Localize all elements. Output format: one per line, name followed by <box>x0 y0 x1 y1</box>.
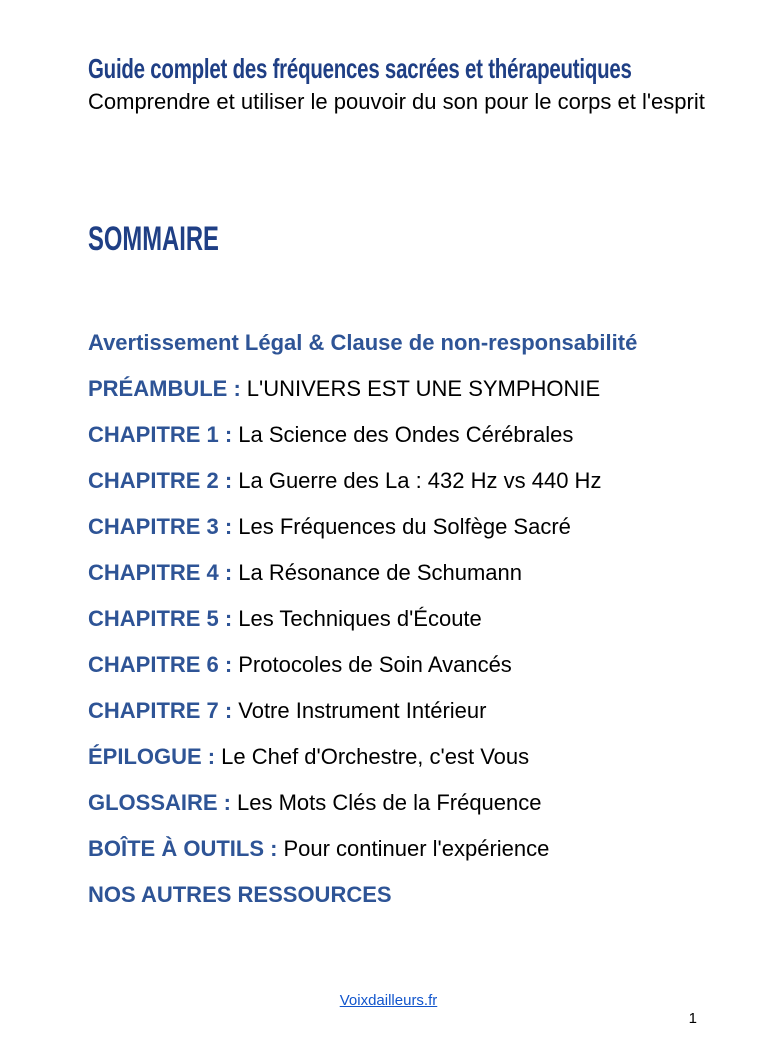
toc-item-title: Pour continuer l'expérience <box>283 836 550 861</box>
toc-item-title: Les Mots Clés de la Fréquence <box>237 790 542 815</box>
toc-item-prefix: CHAPITRE 7 : <box>88 698 233 723</box>
toc-item-prefix: CHAPITRE 4 : <box>88 560 233 585</box>
toc-item-prefix: PRÉAMBULE : <box>88 376 241 401</box>
toc-item-chapitre-5 <box>88 606 687 632</box>
toc-item-prefix: ÉPILOGUE : <box>88 744 216 769</box>
toc-item-prefix: GLOSSAIRE : <box>88 790 232 815</box>
document-subtitle: Comprendre et utiliser le pouvoir du son pour le corps et l'esprit <box>88 89 705 114</box>
toc-item-chapitre-6 <box>88 652 687 678</box>
toc-item-prefix: Avertissement Légal & Clause de non-responsabilité <box>88 330 638 355</box>
toc-item-chapitre-3 <box>88 514 687 540</box>
toc-item-chapitre-1 <box>88 422 687 448</box>
toc-item-title: La Science des Ondes Cérébrales <box>238 422 574 447</box>
toc-item-title: L'UNIVERS EST UNE SYMPHONIE <box>246 376 601 401</box>
toc-item-avertissement <box>88 330 687 356</box>
toc-item-title: Le Chef d'Orchestre, c'est Vous <box>221 744 530 769</box>
toc-item-title: La Résonance de Schumann <box>238 560 523 585</box>
toc-item-title: Votre Instrument Intérieur <box>238 698 487 723</box>
document-title: Guide complet des fréquences sacrées et thérapeutiques <box>88 53 632 84</box>
toc-item-prefix: CHAPITRE 6 : <box>88 652 233 677</box>
sommaire-heading: SOMMAIRE <box>88 220 219 258</box>
toc-item-prefix: BOÎTE À OUTILS : <box>88 836 278 861</box>
footer <box>0 992 777 1009</box>
page-number: 1 <box>688 1010 697 1027</box>
toc-item-chapitre-7 <box>88 698 687 724</box>
toc-item-epilogue <box>88 744 687 770</box>
toc-item-glossaire <box>88 790 687 816</box>
toc-item-title: Protocoles de Soin Avancés <box>238 652 512 677</box>
toc-item-chapitre-2 <box>88 468 687 494</box>
toc-item-preambule <box>88 376 687 402</box>
toc-item-chapitre-4 <box>88 560 687 586</box>
toc-item-prefix: CHAPITRE 1 : <box>88 422 233 447</box>
toc-item-prefix: NOS AUTRES RESSOURCES <box>88 882 392 907</box>
toc-item-prefix: CHAPITRE 2 : <box>88 468 233 493</box>
footer-website-link[interactable]: Voixdailleurs.fr <box>339 992 438 1009</box>
toc-item-boite-a-outils <box>88 836 687 862</box>
toc-item-prefix: CHAPITRE 5 : <box>88 606 233 631</box>
toc-item-prefix: CHAPITRE 3 : <box>88 514 233 539</box>
table-of-contents <box>88 330 687 908</box>
toc-item-title: La Guerre des La : 432 Hz vs 440 Hz <box>238 468 602 493</box>
toc-item-ressources <box>88 882 687 908</box>
toc-item-title: Les Fréquences du Solfège Sacré <box>238 514 571 539</box>
toc-item-title: Les Techniques d'Écoute <box>238 606 482 631</box>
